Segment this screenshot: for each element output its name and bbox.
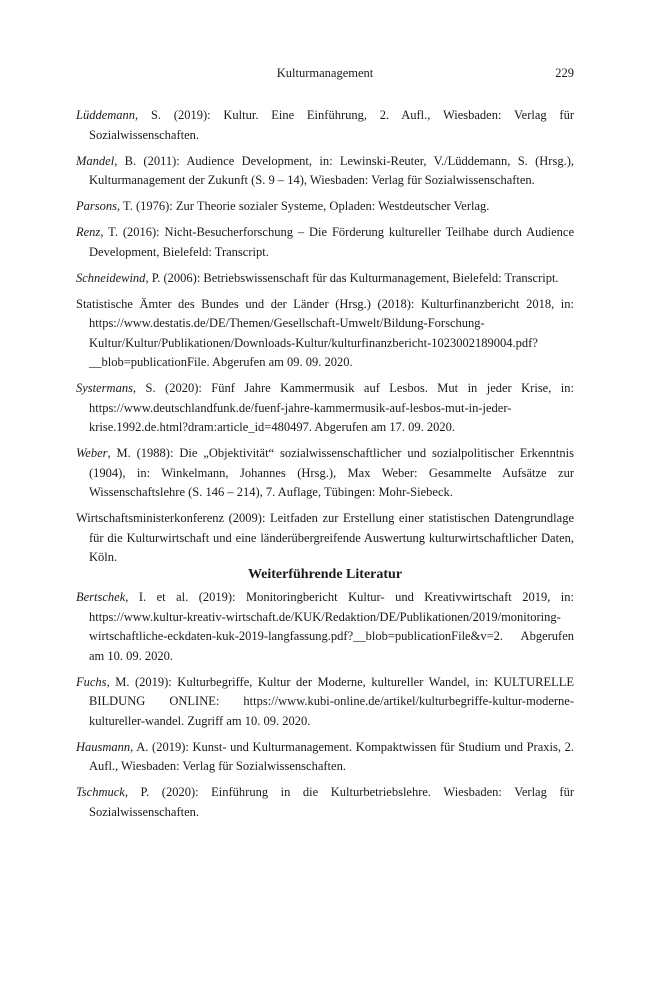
reference-text: , S. (2019): Kultur. Eine Einführung, 2. Aufl., Wiesbaden: Verlag für Sozialwissenschaften. [89,108,574,142]
page-number: 229 [555,66,574,80]
reference-author: Weber [76,446,108,460]
reference-text: , P. (2020): Einführung in die Kulturbetriebslehre. Wiesbaden: Verlag für Sozialwissenschaften. [89,785,574,819]
reference-entry [76,588,574,666]
reference-entry [76,444,574,503]
reference-author: Lüddemann [76,108,136,122]
reference-text: , B. (2011): Audience Development, in: Lewinski-Reuter, V./Lüddemann, S. (Hrsg.), Kulturmanagement der Zukunft (S. 9 – 14), Wiesbaden: Verlag für Sozialwissenschaften. [89,153,574,187]
reference-text: , M. (2019): Kulturbegriffe, Kultur der Moderne, kultureller Wandel, in: KULTURELLE BILDUNG ONLINE: https://www.kubi-online.de/artikel/kulturbegriffe-kultur-moderne-kultureller-wandel. Zugriff am 10. 09. 2020. [89,674,574,728]
reference-author: Mandel [76,153,115,168]
reference-text: , T. (2016): Nicht-Besucherforschung – Die Förderung kultureller Teilhabe durch Audience Development, Bielefeld: Transcript. [89,225,574,259]
reference-entry [76,295,574,373]
reference-text: , M. (1988): Die „Objektivität“ sozialwissenschaftlicher und sozialpolitischer Erkenntnis (1904), in: Winkelmann, Johannes (Hrsg.), Max Weber: Gesammelte Aufsätze zur Wissenschaftslehre (S. 146 – 214), 7. Auflage, Tübingen: Mohr-Siebeck. [89,446,574,499]
reference-entry [76,152,574,191]
reference-text: Wirtschaftsministerkonferenz (2009): Leitfaden zur Erstellung einer statistischen Datengrundlage für die Kulturwirtschaft und eine länderübergreifende Auswertung kulturwirtschaftlicher Daten, Köln. [76,511,574,564]
reference-text: Statistische Ämter des Bundes und der Länder (Hrsg.) (2018): Kulturfinanzbericht 2018, in: https://www.destatis.de/DE/Themen/Gesellschaft-Umwelt/Bildung-Forschung-Kultur/Kultur/Publikationen/Downloads-Kultur/kulturfinanzbericht-1023002189004.pdf?__blob=publicationFile. Abgerufen am 09. 09. 2020. [76,296,574,369]
reference-text: , P. (2006): Betriebswissenschaft für das Kulturmanagement, Bielefeld: Transcript. [145,270,559,285]
reference-text: , S. (2020): Fünf Jahre Kammermusik auf Lesbos. Mut in jeder Krise, in: https://www.deutschlandfunk.de/fuenf-jahre-kammermusik-auf-lesbos-mut-in-jeder-krise.1992.de.html?dram:article_id=480497. Abgerufen am 17. 09. 2020. [89,381,574,434]
reference-entry [76,783,574,822]
reference-text: , A. (2019): Kunst- und Kulturmanagement. Kompaktwissen für Studium und Praxis, 2. Aufl., Wiesbaden: Verlag für Sozialwissenschaften. [89,739,574,773]
reference-entry [76,509,574,568]
reference-author: Tschmuck [76,785,125,799]
reference-author: Renz [76,225,101,239]
reference-author: Fuchs [76,674,107,689]
reference-entry [76,223,574,262]
reference-author: Schneidewind [76,270,146,285]
reference-author: Bertschek [76,590,126,604]
reference-entry [76,269,574,289]
reference-entry [76,673,574,732]
reference-entry [76,106,574,145]
reference-entry [76,738,574,777]
reference-author: Parsons [76,199,117,213]
running-head [76,66,574,84]
further-reading-list [76,588,574,829]
reference-text: , T. (1976): Zur Theorie sozialer Systeme, Opladen: Westdeutscher Verlag. [116,199,490,213]
reference-author: Systermans [76,381,133,395]
reference-entry [76,379,574,438]
section-heading: Weiterführende Literatur [247,566,403,582]
running-title: Kulturmanagement [276,66,374,80]
reference-list [76,106,574,574]
reference-entry [76,197,574,217]
reference-text: , I. et al. (2019): Monitoringbericht Kultur- und Kreativwirtschaft 2019, in: https://www.kultur-kreativ-wirtschaft.de/KUK/Redaktion/DE/Publikationen/2019/monitoring-wirtschaftliche-eckdaten-kuk-2019-langfassung.pdf?__blob=publicationFile&v=2. Abgerufen am 10. 09. 2020. [89,590,574,663]
reference-author: Hausmann [76,739,131,754]
